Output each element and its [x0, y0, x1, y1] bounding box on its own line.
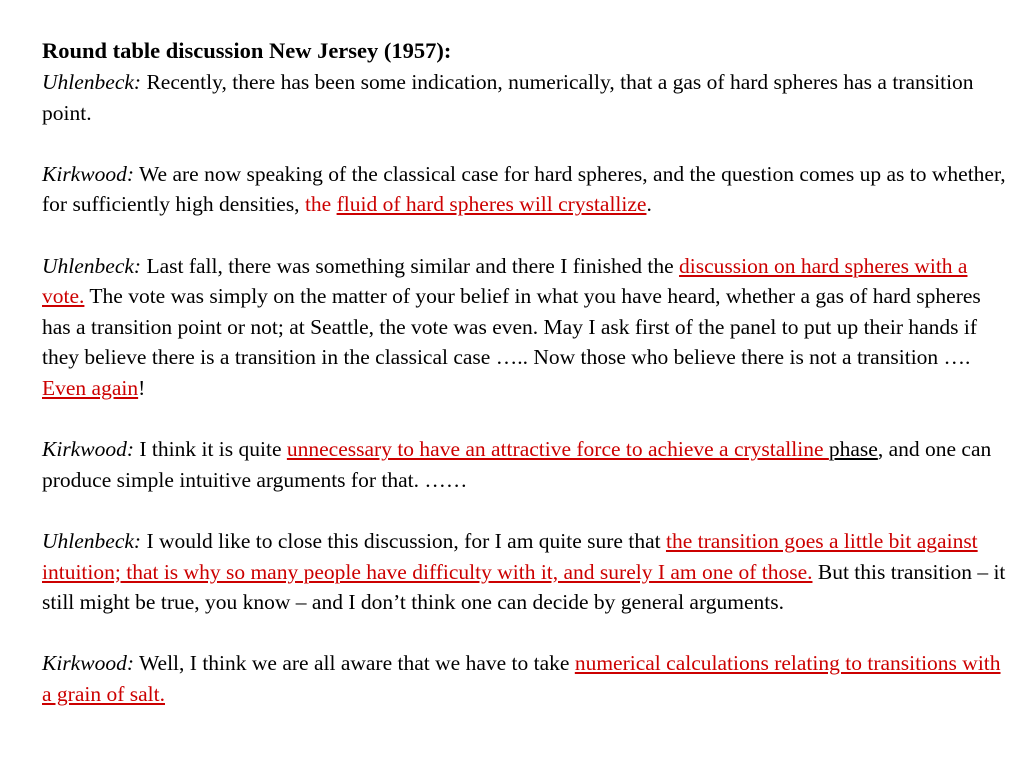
slide-title: Round table discussion New Jersey (1957): — [42, 38, 452, 63]
paragraph-tail: . — [646, 192, 652, 217]
speaker-label: Uhlenbeck: — [42, 528, 142, 553]
highlight-link-vote[interactable]: discussion on hard spheres with a vote. — [42, 253, 968, 309]
paragraph-tail: ! — [138, 375, 146, 400]
paragraph-text: I would like to close this discussion, for I am quite sure that — [141, 528, 666, 553]
paragraph-text: Well, I think we are all aware that we have to take — [133, 651, 575, 676]
paragraph-text: Recently, there has been some indication, numerically, that a gas of hard spheres has a transition point. — [42, 70, 974, 125]
paragraph-kirkwood-3 — [42, 648, 1014, 709]
paragraph-uhlenbeck-2 — [42, 251, 1014, 404]
highlight-link-intuition[interactable]: the transition goes a little bit against intuition; that is why so many people have difficulty with it, and surely I am one of those. — [42, 528, 978, 584]
paragraph-uhlenbeck-3 — [42, 526, 1014, 618]
highlight-link-attractive-force[interactable]: unnecessary to have an attractive force to achieve a crystalline — [286, 437, 829, 462]
paragraph-text: Last fall, there was something similar and there I finished the — [141, 253, 680, 278]
speaker-label: Uhlenbeck: — [42, 70, 142, 94]
speaker-label: Kirkwood: — [42, 651, 134, 676]
highlight-link-grain-of-salt[interactable]: numerical calculations relating to transitions with a grain of salt. — [42, 651, 1001, 706]
paragraph-tail: , and one can produce simple intuitive arguments for that. …… — [42, 437, 992, 492]
speaker-label: Kirkwood: — [42, 437, 134, 462]
speaker-label: Uhlenbeck: — [42, 253, 142, 278]
paragraph-kirkwood-1 — [42, 159, 1014, 220]
highlighted-text: the — [304, 192, 337, 217]
paragraph-tail: But this transition – it still might be true, you know – and I don’t think one can decide by general arguments. — [42, 559, 1006, 615]
paragraph-kirkwood-2 — [42, 434, 1014, 495]
paragraph-text: I think it is quite — [133, 437, 287, 462]
paragraph-text: We are now speaking of the classical case for hard spheres, and the question comes up as to whether, for sufficiently high densities, — [42, 161, 1006, 217]
underlined-word-phase[interactable]: phase — [828, 437, 878, 462]
highlight-link-crystallize[interactable]: fluid of hard spheres will crystallize — [336, 192, 647, 217]
paragraph-text-2: The vote was simply on the matter of your belief in what you have heard, whether a gas of hard spheres has a transition point or not; at Seattle, the vote was even. May I ask first of the panel to put up their hands if they believe there is a transition in the classical case ….. Now those who believe there is not a transition …. — [42, 284, 981, 370]
speaker-label: Kirkwood: — [42, 161, 134, 186]
paragraph-uhlenbeck-1 — [42, 67, 1014, 128]
highlight-link-even-again[interactable]: Even again — [42, 375, 139, 400]
